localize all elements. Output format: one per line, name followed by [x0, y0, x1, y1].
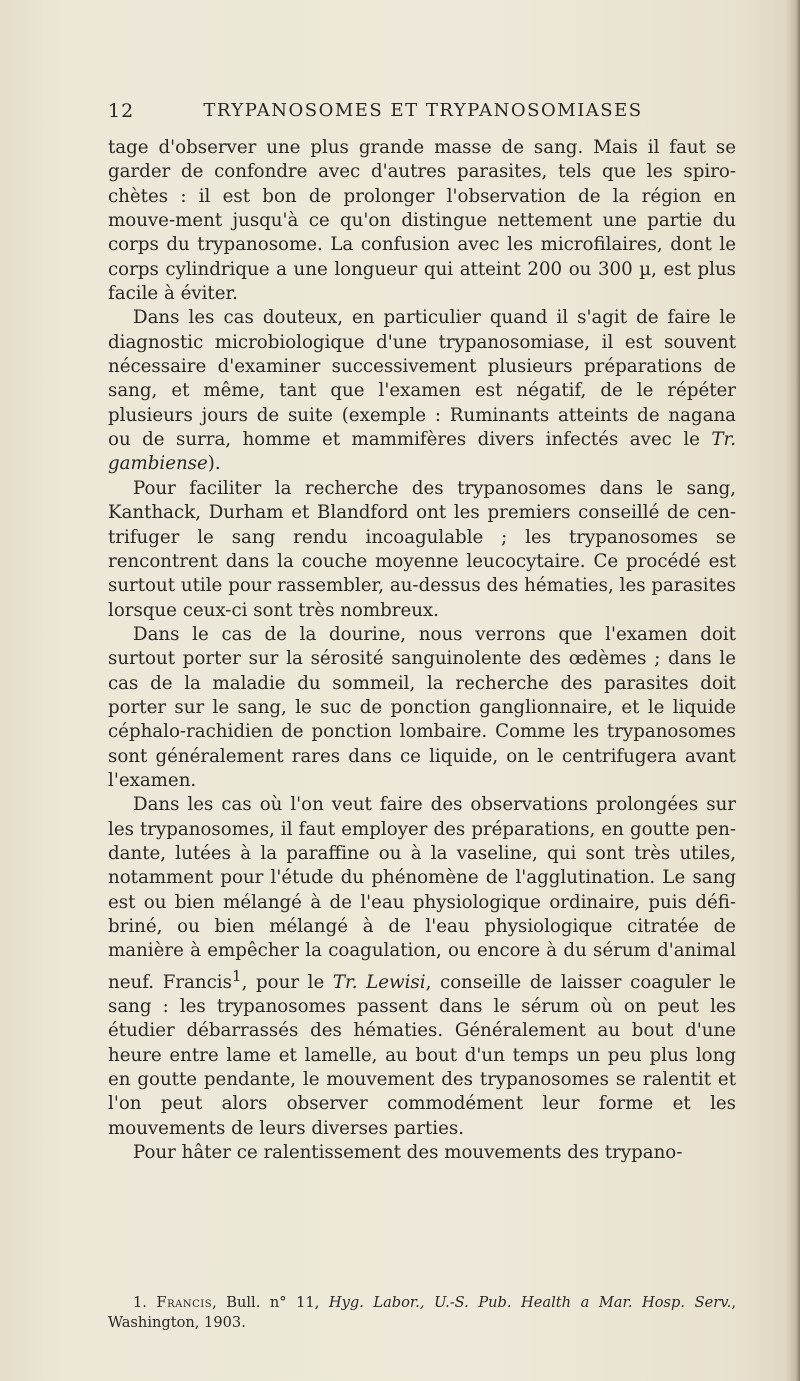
text-run: Dans les cas où l'on veut faire des observations prolongées sur les trypanosomes, il faut employer des préparations, en goutte pen-dante, lutées à la paraffine ou à la vaseline, qui sont très utiles, notamment pour l'étude du phénomène de l'agglutination. Le sang est ou bien mélangé à de l'eau physiologique ordinaire, puis défi-briné, ou bien mélangé à de l'eau physiologique citratée de manière à empêcher la coagulation, ou encore à du sérum d'animal neuf. Francis: [108, 794, 736, 993]
paragraph-centrifugation: Pour faciliter la recherche des trypanosomes dans le sang, Kanthack, Durham et Blandford ont les premiers conseillé de cen-trifuger le sang rendu incoagulable ; les trypanosomes se rencontrent dans la couche moyenne leucocytaire. Ce procédé est surtout utile pour rassembler, au-dessus des hématies, les parasites lorsque ceux-ci sont très nombreux.: [108, 477, 736, 621]
species-name: Tr. Lewisi: [332, 971, 426, 993]
paragraph-dourine: Dans le cas de la dourine, nous verrons que l'examen doit surtout porter sur la sérosité sanguinolente des œdèmes ; dans le cas de la maladie du sommeil, la recherche des parasites doit porter sur le sang, le suc de ponction ganglionnaire, et le liquide céphalo-rachidien de ponction lombaire. Comme les trypanosomes sont généralement rares dans ce liquide, on le centrifugera avant l'examen.: [108, 623, 736, 791]
text-run: , pour le: [241, 971, 333, 993]
footnote-tail: , Washington, 1903.: [108, 1294, 736, 1331]
text-run: ).: [207, 453, 221, 475]
text-run: , conseille de laisser coaguler le sang : les trypanosomes passent dans le sérum où on peut les étudier débarrassés des hématies. Généralement au bout d'une heure entre lame et lamelle, au bout d'un temps un peu plus long en goutte pendante, le mouvement des trypanosomes se ralentit et l'on peut alors observer commodément leur forme et les mouvements de leurs diverses parties.: [108, 971, 736, 1139]
body-text: [108, 136, 736, 1166]
footnote: [108, 1293, 736, 1333]
page-edge-shadow: [786, 0, 800, 1381]
running-header: [108, 100, 736, 128]
footnote-marker: 1: [231, 966, 242, 985]
running-title: TRYPANOSOMES ET TRYPANOSOMIASES: [203, 100, 643, 121]
paragraph-continuation: tage d'observer une plus grande masse de sang. Mais il faut se garder de confondre avec d'autres parasites, tels que les spiro-chètes : il est bon de prolonger l'observation de la région en mouve-ment jusqu'à ce qu'on distingue nettement une partie du corps du trypanosome. La confusion avec les microfilaires, dont le corps cylindrique a une longueur qui atteint 200 ou 300 µ, est plus facile à éviter.: [108, 137, 736, 305]
footnote-author: Francis: [156, 1294, 213, 1311]
page-number: 12: [108, 100, 135, 122]
paragraph-doubtful-cases: [108, 306, 736, 476]
text-run: Dans les cas douteux, en particulier quand il s'agit de faire le diagnostic microbiologique d'une trypanosomiase, il est souvent nécessaire d'examiner successivement plusieurs préparations de sang, et même, tant que l'examen est négatif, de le répéter plusieurs jours de suite (exemple : Ruminants atteints de nagana ou de surra, homme et mammifères divers infectés avec le: [108, 307, 736, 451]
paragraph-prolonged-observation: [108, 793, 736, 1141]
paragraph-final-line: Pour hâter ce ralentissement des mouvements des trypano-: [133, 1142, 683, 1164]
footnote-journal: Hyg. Labor., U.-S. Pub. Health a Mar. Hosp. Serv.: [328, 1294, 732, 1311]
footnote-number: 1.: [133, 1294, 147, 1311]
footnote-ref: , Bull. n° 11,: [212, 1294, 329, 1311]
species-name: Tr. gambiense: [108, 429, 736, 475]
